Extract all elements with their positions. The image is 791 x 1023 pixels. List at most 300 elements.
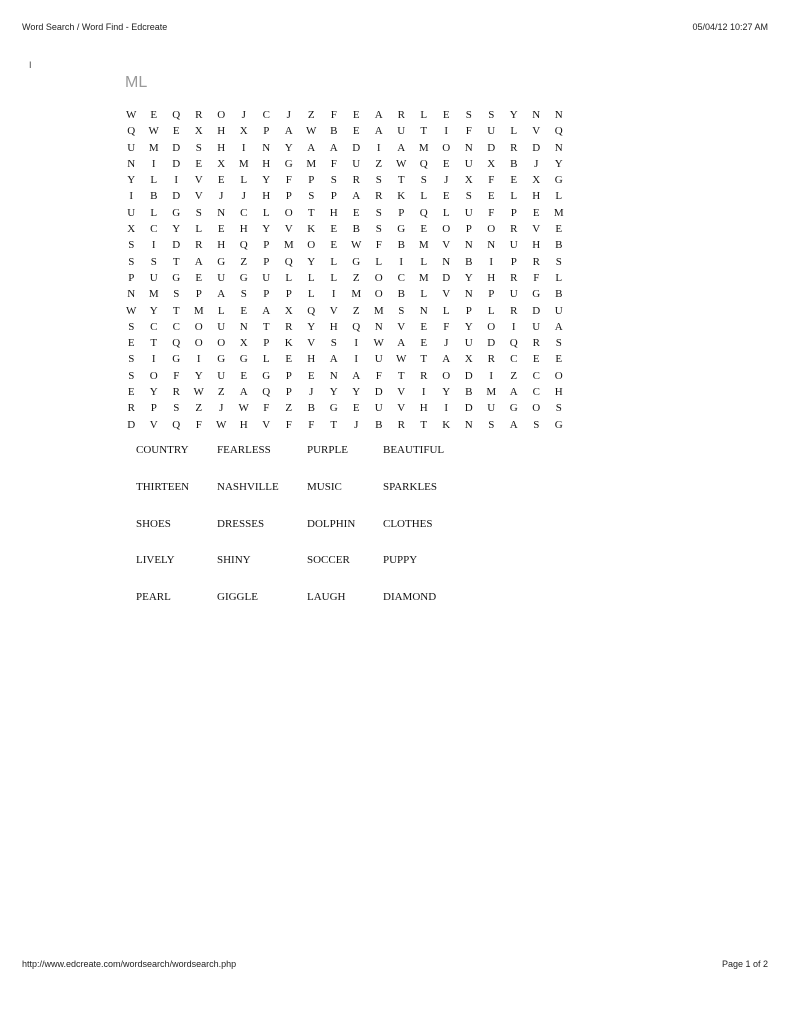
grid-letter: N (419, 304, 428, 317)
grid-letter: O (487, 320, 496, 333)
grid-letter: I (421, 386, 426, 399)
grid-letter: N (239, 320, 248, 333)
grid-letter: J (309, 386, 314, 399)
grid-letter: I (511, 320, 516, 333)
grid-letter: Q (239, 239, 248, 252)
grid-letter: U (217, 320, 226, 333)
grid-letter: E (510, 174, 518, 187)
grid-letter: Z (375, 157, 383, 170)
print-datetime: 05/04/12 10:27 AM (692, 22, 768, 32)
grid-letter: E (150, 109, 158, 121)
grid-letter: Y (442, 386, 451, 399)
grid-letter: T (262, 320, 270, 333)
grid-row (120, 384, 570, 400)
grid-letter: Y (172, 223, 181, 236)
grid-letter: A (239, 386, 248, 399)
grid-letter: L (285, 271, 293, 284)
grid-letter: N (374, 320, 383, 333)
grid-letter: I (489, 369, 494, 382)
grid-letter: I (151, 157, 156, 170)
grid-letter: E (420, 320, 428, 333)
grid-letter: A (374, 125, 383, 138)
grid-letter: S (240, 288, 247, 301)
grid-letter: Q (554, 125, 563, 138)
grid-letter: E (195, 271, 203, 284)
grid-letter: H (329, 206, 338, 219)
grid-letter: H (262, 190, 271, 203)
grid-letter: V (149, 418, 158, 431)
grid-letter: R (375, 190, 383, 203)
grid-letter: Z (195, 402, 203, 415)
grid-row (120, 123, 570, 139)
grid-letter: G (397, 223, 406, 236)
grid-letter: B (352, 223, 360, 236)
grid-letter: Y (284, 141, 293, 154)
grid-letter: B (465, 386, 473, 399)
page-number: Page 1 of 2 (721, 959, 768, 969)
grid-letter: Z (352, 304, 360, 317)
grid-letter: Q (284, 255, 293, 268)
grid-letter: Q (307, 304, 316, 317)
grid-letter: Z (352, 271, 360, 284)
grid-row (120, 254, 570, 270)
grid-letter: W (351, 239, 362, 252)
grid-letter: L (420, 190, 428, 203)
grid-letter: V (532, 125, 541, 138)
grid-letter: W (126, 304, 137, 317)
grid-letter: X (217, 157, 226, 170)
grid-letter: G (239, 353, 248, 366)
grid-letter: A (307, 141, 316, 154)
grid-letter: H (554, 386, 563, 399)
grid-letter: G (509, 402, 518, 415)
grid-letter: E (240, 304, 248, 317)
grid-letter: M (418, 271, 429, 284)
grid-letter: J (219, 190, 224, 203)
grid-letter: I (376, 141, 381, 154)
grid-letter: H (239, 418, 248, 431)
grid-letter: I (444, 402, 449, 415)
grid-letter: O (217, 109, 226, 121)
grid-letter: Q (262, 386, 271, 399)
grid-row (120, 400, 570, 416)
grid-letter: W (216, 418, 227, 431)
grid-letter: X (127, 223, 136, 236)
grid-letter: R (127, 402, 135, 415)
word-list-item: DOLPHIN (307, 517, 356, 530)
grid-letter: Q (172, 109, 181, 121)
grid-letter: T (420, 418, 428, 431)
grid-letter: B (150, 190, 158, 203)
grid-letter: J (219, 402, 224, 415)
grid-letter: A (352, 190, 361, 203)
letter-grid (120, 107, 570, 433)
grid-letter: I (354, 337, 359, 350)
grid-letter: F (375, 239, 382, 252)
grid-row (120, 270, 570, 286)
grid-letter: L (375, 255, 383, 268)
grid-letter: M (351, 288, 362, 301)
grid-letter: L (420, 288, 428, 301)
word-list-item: SPARKLES (383, 480, 438, 493)
grid-row (120, 172, 570, 188)
grid-letter: C (240, 206, 248, 219)
browser-print-title: Word Search / Word Find - Edcreate (22, 22, 168, 32)
grid-row (120, 351, 570, 367)
grid-letter: E (127, 337, 135, 350)
grid-letter: E (352, 206, 360, 219)
grid-letter: Q (509, 337, 518, 350)
grid-letter: O (442, 369, 451, 382)
grid-letter: E (217, 174, 225, 187)
grid-letter: P (465, 304, 472, 317)
grid-letter: D (172, 239, 181, 252)
word-list-item: THIRTEEN (136, 480, 190, 493)
grid-letter: O (307, 239, 316, 252)
grid-letter: M (373, 304, 384, 317)
grid-letter: N (464, 288, 473, 301)
grid-letter: S (375, 206, 382, 219)
grid-row (120, 368, 570, 384)
grid-letter: D (487, 337, 496, 350)
grid-letter: H (262, 157, 271, 170)
grid-letter: V (532, 223, 541, 236)
grid-letter: L (510, 125, 518, 138)
grid-letter: E (442, 109, 450, 121)
word-list-item: MUSIC (307, 480, 342, 493)
grid-letter: P (128, 271, 135, 284)
grid-letter: W (238, 402, 249, 415)
grid-letter: N (217, 206, 226, 219)
grid-letter: W (373, 337, 384, 350)
grid-letter: S (128, 369, 135, 382)
grid-letter: M (283, 239, 294, 252)
grid-row (120, 417, 570, 433)
grid-letter: G (217, 255, 226, 268)
grid-letter: O (284, 206, 293, 219)
grid-letter: Q (127, 125, 136, 138)
grid-letter: Q (172, 418, 181, 431)
grid-letter: B (397, 288, 405, 301)
grid-letter: M (418, 239, 429, 252)
word-list-item: CLOTHES (383, 517, 433, 530)
grid-letter: Y (149, 304, 158, 317)
grid-letter: M (553, 206, 564, 219)
grid-letter: U (397, 125, 406, 138)
grid-row (120, 205, 570, 221)
grid-letter: I (174, 174, 179, 187)
grid-row (120, 156, 570, 172)
grid-letter: L (150, 174, 158, 187)
grid-row (120, 319, 570, 335)
grid-letter: A (397, 337, 406, 350)
grid-letter: S (533, 418, 540, 431)
grid-letter: B (307, 402, 315, 415)
grid-letter: S (555, 402, 562, 415)
grid-letter: E (352, 402, 360, 415)
grid-letter: F (285, 418, 292, 431)
grid-letter: B (555, 288, 563, 301)
grid-letter: B (465, 255, 473, 268)
grid-letter: M (148, 141, 159, 154)
grid-letter: O (217, 337, 226, 350)
grid-letter: N (554, 109, 563, 121)
word-list-item: LAUGH (307, 591, 346, 604)
grid-letter: Z (240, 255, 248, 268)
grid-letter: U (262, 271, 271, 284)
grid-letter: R (510, 304, 518, 317)
grid-letter: N (554, 141, 563, 154)
grid-letter: L (330, 255, 338, 268)
grid-letter: R (397, 109, 405, 121)
grid-letter: L (442, 304, 450, 317)
grid-letter: V (442, 239, 451, 252)
grid-letter: U (374, 353, 383, 366)
grid-letter: H (217, 239, 226, 252)
word-list-item: COUNTRY (136, 444, 189, 456)
grid-letter: W (306, 125, 317, 138)
grid-letter: U (487, 125, 496, 138)
grid-letter: E (217, 223, 225, 236)
grid-letter: X (194, 125, 203, 138)
grid-letter: P (285, 386, 292, 399)
grid-letter: R (420, 369, 428, 382)
grid-letter: G (217, 353, 226, 366)
grid-letter: Y (307, 255, 316, 268)
grid-letter: O (194, 337, 203, 350)
grid-letter: X (464, 353, 473, 366)
grid-letter: T (307, 206, 315, 219)
grid-letter: B (330, 125, 338, 138)
grid-letter: P (330, 190, 337, 203)
grid-letter: S (150, 255, 157, 268)
grid-letter: G (172, 353, 181, 366)
grid-letter: H (329, 320, 338, 333)
grid-letter: M (306, 157, 317, 170)
grid-letter: D (172, 190, 181, 203)
grid-letter: N (464, 239, 473, 252)
grid-letter: Y (149, 386, 158, 399)
grid-letter: T (420, 125, 428, 138)
grid-letter: E (285, 353, 293, 366)
grid-letter: P (263, 337, 270, 350)
grid-letter: R (487, 353, 495, 366)
grid-letter: S (465, 190, 472, 203)
grid-letter: D (442, 271, 451, 284)
grid-letter: P (263, 239, 270, 252)
grid-letter: L (240, 174, 248, 187)
grid-letter: B (555, 239, 563, 252)
grid-letter: I (444, 125, 449, 138)
word-list-item: DRESSES (217, 517, 265, 530)
grid-letter: J (534, 157, 539, 170)
grid-row (120, 107, 570, 123)
grid-letter: U (487, 402, 496, 415)
grid-letter: J (354, 418, 359, 431)
word-list-row (136, 554, 483, 591)
grid-letter: G (532, 288, 541, 301)
grid-letter: G (239, 271, 248, 284)
grid-letter: R (397, 418, 405, 431)
grid-letter: S (375, 223, 382, 236)
grid-letter: X (239, 125, 248, 138)
grid-letter: U (127, 141, 136, 154)
grid-letter: H (217, 141, 226, 154)
grid-letter: H (532, 190, 541, 203)
grid-letter: S (420, 174, 427, 187)
grid-letter: L (487, 304, 495, 317)
grid-letter: X (239, 337, 248, 350)
grid-letter: Z (285, 402, 293, 415)
grid-letter: O (554, 369, 563, 382)
grid-letter: O (532, 402, 541, 415)
grid-letter: F (443, 320, 450, 333)
grid-letter: Q (172, 337, 181, 350)
grid-letter: A (262, 304, 271, 317)
grid-letter: T (150, 337, 158, 350)
grid-letter: R (285, 320, 293, 333)
grid-letter: L (555, 190, 563, 203)
grid-letter: H (307, 353, 316, 366)
grid-letter: N (464, 418, 473, 431)
page-url: http://www.edcreate.com/wordsearch/wordsearch.php (22, 959, 237, 969)
grid-letter: E (307, 369, 315, 382)
grid-letter: O (487, 223, 496, 236)
grid-letter: F (488, 206, 495, 219)
grid-letter: C (532, 369, 540, 382)
grid-letter: X (532, 174, 541, 187)
grid-letter: A (554, 320, 563, 333)
grid-letter: L (420, 255, 428, 268)
grid-letter: D (127, 418, 136, 431)
word-list-row (136, 591, 483, 628)
grid-letter: C (397, 271, 405, 284)
grid-row (120, 188, 570, 204)
grid-letter: Y (329, 386, 338, 399)
grid-letter: V (307, 337, 316, 350)
grid-letter: S (173, 402, 180, 415)
grid-letter: P (263, 288, 270, 301)
grid-letter: T (397, 369, 405, 382)
grid-letter: N (464, 141, 473, 154)
word-list (136, 444, 483, 628)
grid-letter: D (464, 369, 473, 382)
grid-letter: L (330, 271, 338, 284)
grid-letter: N (329, 369, 338, 382)
grid-letter: S (128, 239, 135, 252)
grid-letter: B (375, 418, 383, 431)
grid-letter: S (488, 418, 495, 431)
grid-letter: A (284, 125, 293, 138)
word-list-row (136, 481, 483, 518)
grid-letter: T (172, 255, 180, 268)
grid-letter: C (262, 109, 270, 121)
grid-letter: N (487, 239, 496, 252)
grid-letter: B (397, 239, 405, 252)
grid-letter: E (172, 125, 180, 138)
grid-letter: E (195, 157, 203, 170)
grid-letter: D (352, 141, 361, 154)
grid-letter: A (329, 141, 338, 154)
grid-letter: K (284, 337, 293, 350)
grid-letter: Y (127, 174, 136, 187)
grid-letter: E (240, 369, 248, 382)
grid-letter: Y (509, 109, 518, 121)
grid-letter: O (374, 271, 383, 284)
grid-letter: U (217, 369, 226, 382)
grid-letter: C (172, 320, 180, 333)
word-list-item: SOCCER (307, 554, 350, 567)
grid-letter: O (374, 288, 383, 301)
grid-letter: R (510, 141, 518, 154)
grid-row (120, 221, 570, 237)
grid-letter: K (307, 223, 316, 236)
grid-letter: Y (554, 157, 563, 170)
grid-letter: N (532, 109, 541, 121)
grid-letter: Y (262, 174, 271, 187)
grid-letter: W (148, 125, 159, 138)
grid-letter: U (217, 271, 226, 284)
grid-letter: V (194, 174, 203, 187)
grid-letter: E (420, 223, 428, 236)
grid-letter: U (509, 239, 518, 252)
grid-letter: U (464, 206, 473, 219)
grid-letter: M (238, 157, 249, 170)
grid-letter: H (419, 402, 428, 415)
grid-letter: S (195, 141, 202, 154)
grid-letter: F (330, 109, 337, 121)
grid-letter: S (555, 337, 562, 350)
grid-letter: S (488, 109, 495, 121)
grid-letter: C (510, 353, 518, 366)
grid-letter: Y (464, 320, 473, 333)
grid-letter: F (375, 369, 382, 382)
grid-letter: L (262, 353, 270, 366)
word-list-item: SHOES (136, 517, 171, 530)
word-list-row (136, 444, 483, 481)
grid-letter: Q (419, 157, 428, 170)
grid-row (120, 140, 570, 156)
grid-letter: J (444, 337, 449, 350)
grid-letter: S (330, 174, 337, 187)
grid-letter: A (374, 109, 383, 121)
word-list-item: LIVELY (136, 554, 175, 567)
grid-letter: W (396, 353, 407, 366)
grid-letter: O (442, 223, 451, 236)
grid-letter: J (241, 190, 246, 203)
grid-letter: P (510, 255, 517, 268)
stray-mark: I (29, 60, 32, 70)
grid-letter: P (263, 255, 270, 268)
grid-letter: P (308, 174, 315, 187)
grid-letter: I (151, 353, 156, 366)
word-list-item: FEARLESS (217, 444, 271, 456)
grid-letter: D (172, 141, 181, 154)
grid-letter: L (195, 223, 203, 236)
grid-letter: Q (352, 320, 361, 333)
grid-letter: P (465, 223, 472, 236)
grid-letter: T (397, 174, 405, 187)
grid-letter: U (509, 288, 518, 301)
grid-letter: S (555, 255, 562, 268)
grid-letter: Y (464, 271, 473, 284)
grid-letter: E (420, 337, 428, 350)
grid-letter: V (262, 418, 271, 431)
grid-letter: U (374, 402, 383, 415)
grid-letter: S (308, 190, 315, 203)
grid-letter: N (127, 157, 136, 170)
grid-letter: I (489, 255, 494, 268)
